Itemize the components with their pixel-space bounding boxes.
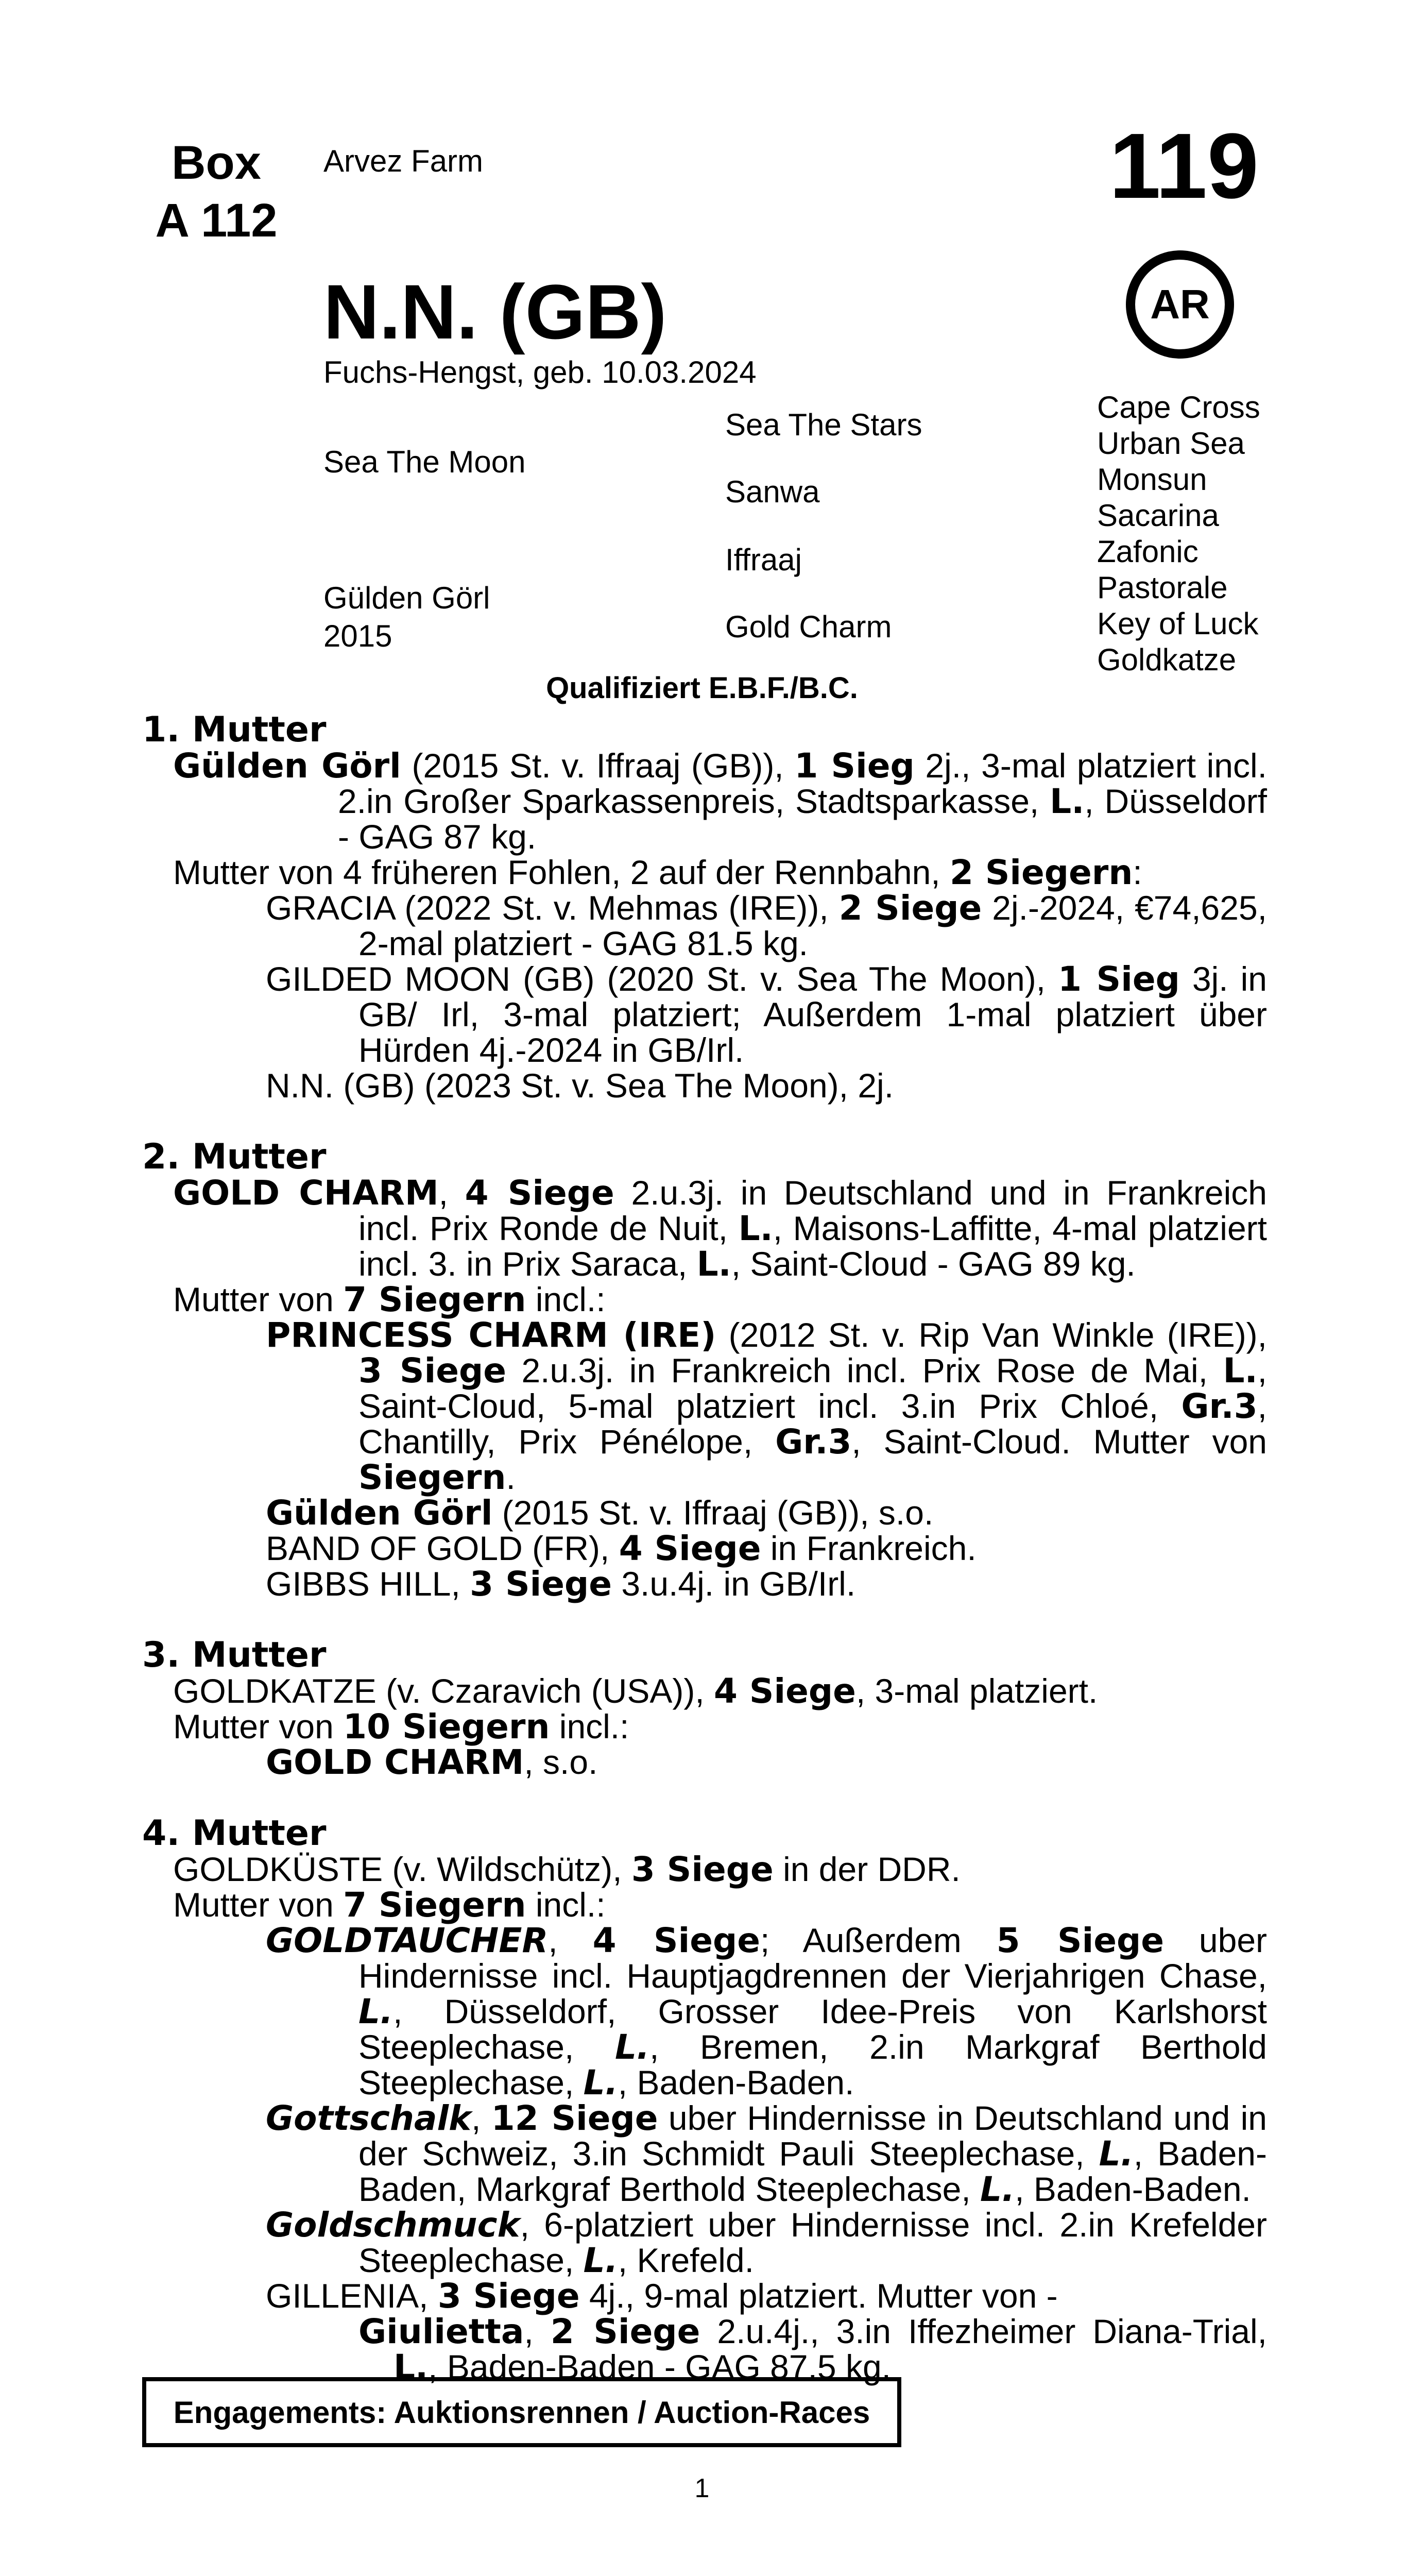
produce-summary: Mutter von 7 Siegern incl.: xyxy=(173,1885,606,1925)
dam-name: GOLD CHARM xyxy=(173,1173,439,1213)
box-label-line2: A 112 xyxy=(155,194,278,247)
pedigree-great-grandparent: Zafonic xyxy=(1097,534,1198,569)
pedigree-dam-year: 2015 xyxy=(323,619,392,653)
produce-entry: GILDED MOON (GB) (2020 St. v. Sea The Moon), 1 Sieg 3j. in GB/ Irl, 3-mal platziert; Außerdem 1-mal platziert über Hürden 4j.-2024 in GB/Irl. xyxy=(266,959,1268,1069)
produce-entry-granddaughter: Giulietta, 2 Siege 2.u.4j., 3.in Iffezheimer Diana-Trial, L., Baden-Baden - GAG 87.5 kg. xyxy=(358,2312,1267,2387)
section-heading-mutter-4: 4. Mutter xyxy=(142,1813,327,1854)
section-heading-mutter-3: 3. Mutter xyxy=(142,1635,327,1675)
pedigree-grandparent: Sanwa xyxy=(725,474,820,509)
pedigree-grandparent: Gold Charm xyxy=(725,609,892,644)
lot-number: 119 xyxy=(1109,114,1259,218)
produce-summary: Mutter von 10 Siegern incl.: xyxy=(173,1707,629,1747)
box-label-line1: Box xyxy=(172,137,261,189)
section-heading-mutter-2: 2. Mutter xyxy=(142,1137,327,1177)
pedigree-great-grandparent: Key of Luck xyxy=(1097,606,1259,641)
produce-entry: Gottschalk, 12 Siege uber Hindernisse in Deutschland und in der Schweiz, 3.in Schmidt Pauli Steeplechase, L., Baden-Baden, Markgraf Berthold Steeplechase, L., Baden-Baden. xyxy=(266,2098,1267,2209)
section-heading-mutter-1: 1. Mutter xyxy=(142,709,327,750)
produce-entry: Goldschmuck, 6-platziert uber Hindernisse incl. 2.in Krefelder Steeplechase, L., Krefeld. xyxy=(266,2205,1267,2280)
dam-2-record: GOLD CHARM, 4 Siege 2.u.3j. in Deutschland und in Frankreich incl. Prix Ronde de Nuit, L., Maisons-Laffitte, 4-mal platziert incl. 3. in Prix Saraca, L., Saint-Cloud - GAG 89 kg. xyxy=(173,1173,1267,1284)
box-label xyxy=(144,134,288,249)
produce-entry: GOLD CHARM, s.o. xyxy=(266,1742,598,1782)
engagements-label: Engagements: Auktionsrennen / Auction-Races xyxy=(173,2395,870,2430)
dam-3-record: GOLDKATZE (v. Czaravich (USA)), 4 Siege, 3-mal platziert. xyxy=(173,1671,1098,1711)
dam-4-record: GOLDKÜSTE (v. Wildschütz), 3 Siege in der DDR. xyxy=(173,1850,961,1889)
horse-name: N.N. (GB) xyxy=(323,268,667,355)
breeder-name: Arvez Farm xyxy=(323,144,484,178)
page-number: 1 xyxy=(694,2473,710,2503)
pedigree-great-grandparent: Pastorale xyxy=(1097,570,1228,605)
produce-entry: N.N. (GB) (2023 St. v. Sea The Moon), 2j. xyxy=(266,1066,894,1105)
dam-name: Gülden Görl xyxy=(173,746,401,786)
produce-entry: GILLENIA, 3 Siege 4j., 9-mal platziert. Mutter von - xyxy=(266,2276,1058,2316)
pedigree-great-grandparent: Sacarina xyxy=(1097,498,1219,533)
pedigree-grandparent: Iffraaj xyxy=(725,543,802,577)
pedigree-sire: Sea The Moon xyxy=(323,445,526,479)
produce-entry: GOLDTAUCHER, 4 Siege; Außerdem 5 Siege uber Hindernisse incl. Hauptjagdrennen der Vierjahrigen Chase, L., Düsseldorf, Grosser Idee-Preis von Karlshorst Steeplechase, L., Bremen, 2.in Markgraf Berthold Steeplechase, L., Baden-Baden. xyxy=(266,1921,1268,2103)
pedigree-great-grandparents xyxy=(1097,389,1260,678)
produce-entry: GRACIA (2022 St. v. Mehmas (IRE)), 2 Siege 2j.-2024, €74,625, 2-mal platziert - GAG 81.5 kg. xyxy=(266,888,1267,962)
produce-summary: Mutter von 7 Siegern incl.: xyxy=(173,1280,606,1319)
engagements-box xyxy=(142,2377,901,2447)
produce-entry: Gülden Görl (2015 St. v. Iffraaj (GB)), s.o. xyxy=(266,1493,934,1533)
dam-1-record: Gülden Görl (2015 St. v. Iffraaj (GB)), 1 Sieg 2j., 3-mal platziert incl. 2.in Großer Sparkassenpreis, Stadtsparkasse, L., Düsseldorf - GAG 87 kg. xyxy=(173,746,1268,856)
pedigree-dam: Gülden Görl xyxy=(323,581,490,615)
pedigree-great-grandparent: Goldkatze xyxy=(1097,642,1237,677)
ar-badge-icon xyxy=(1126,250,1234,359)
pedigree-grandparent: Sea The Stars xyxy=(725,408,922,442)
dam-line-section xyxy=(142,709,1268,2387)
produce-entry: GIBBS HILL, 3 Siege 3.u.4j. in GB/Irl. xyxy=(266,1564,856,1604)
pedigree-great-grandparent: Urban Sea xyxy=(1097,426,1245,461)
produce-summary: Mutter von 4 früheren Fohlen, 2 auf der Rennbahn, 2 Siegern: xyxy=(173,853,1142,892)
horse-description: Fuchs-Hengst, geb. 10.03.2024 xyxy=(323,355,757,389)
produce-entry: BAND OF GOLD (FR), 4 Siege in Frankreich. xyxy=(266,1529,977,1568)
pedigree-great-grandparent: Cape Cross xyxy=(1097,390,1260,425)
qualification-note: Qualifiziert E.B.F./B.C. xyxy=(546,671,858,705)
pedigree-great-grandparent: Monsun xyxy=(1097,462,1207,497)
ar-badge-label: AR xyxy=(1150,281,1210,327)
produce-entry: PRINCESS CHARM (IRE) (2012 St. v. Rip Van Winkle (IRE)), 3 Siege 2.u.3j. in Frankreich incl. Prix Rose de Mai, L., Saint-Cloud, 5-mal platziert incl. 3.in Prix Chloé, Gr.3, Chantilly, Prix Pénélope, Gr.3, Saint-Cloud. Mutter von Siegern. xyxy=(266,1315,1268,1497)
